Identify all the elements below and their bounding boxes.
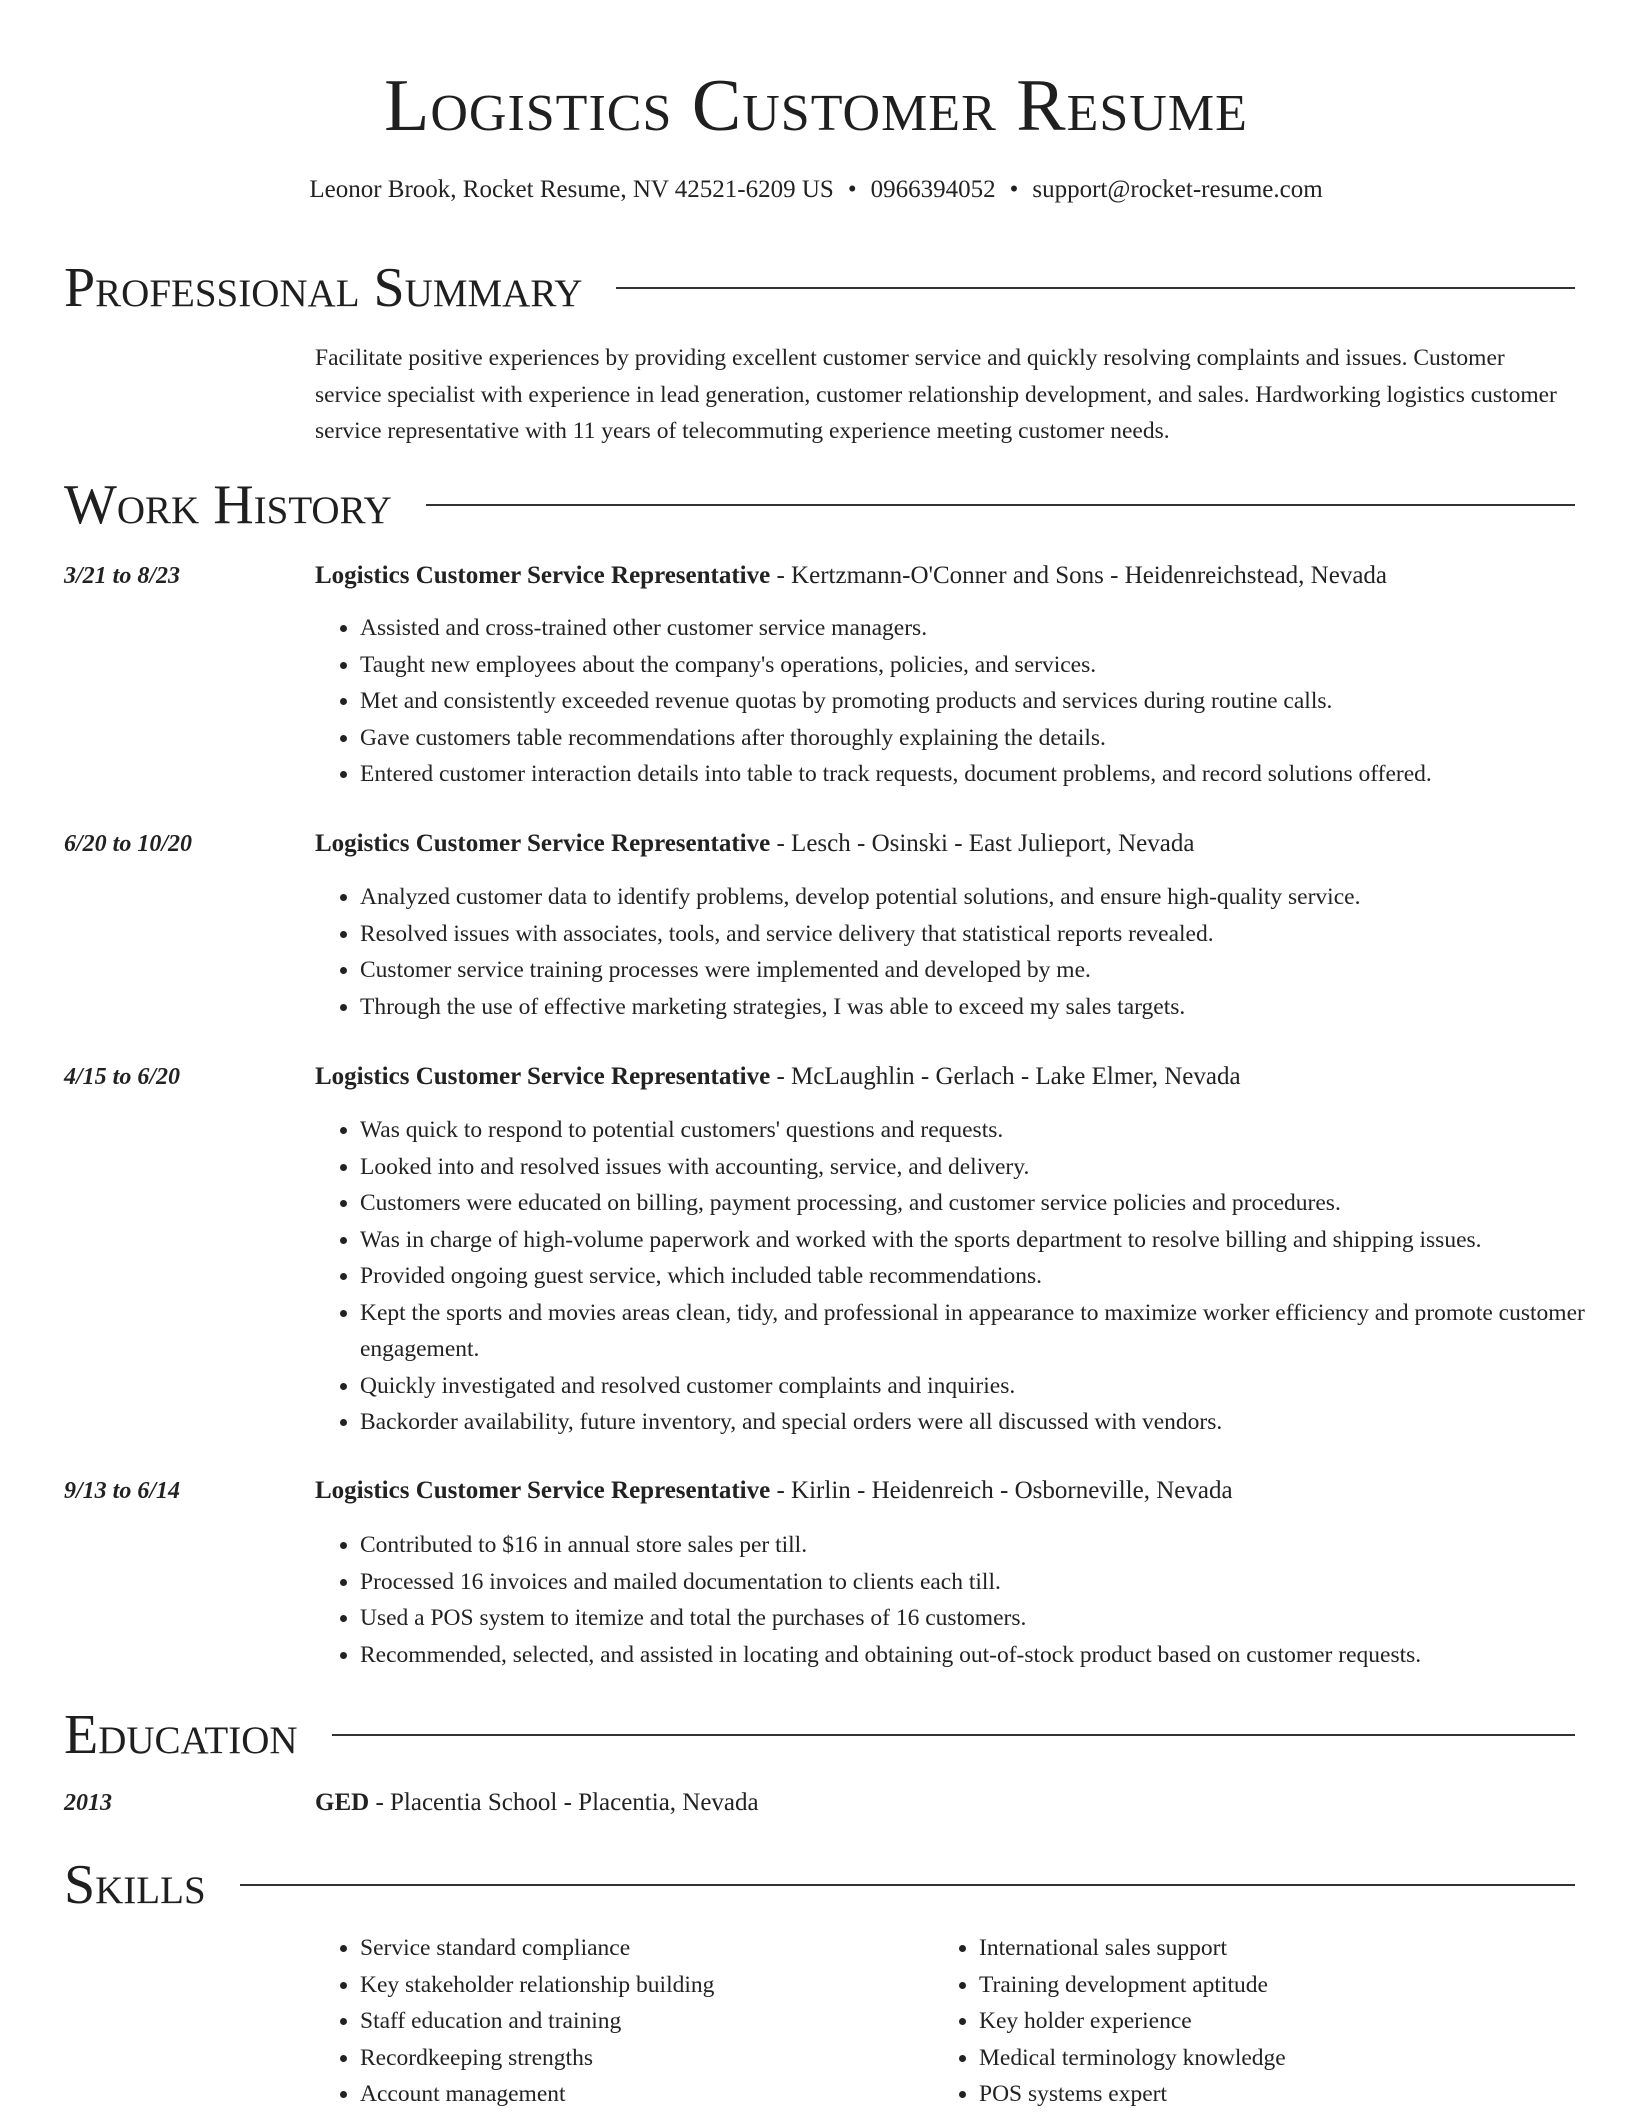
- list-item: • Customers were educated on billing, payment processing, and customer service policies and procedures.: [360, 1185, 1622, 1222]
- contact-separator: •: [1009, 176, 1019, 203]
- job-dates: 9/13 to 6/14: [64, 1478, 181, 1504]
- education-heading: Education: [64, 1704, 298, 1766]
- job-dates: 3/21 to 8/23: [64, 563, 181, 589]
- list-item: • Key stakeholder relationship building: [360, 1967, 714, 2004]
- contact-email: support@rocket-resume.com: [1032, 176, 1323, 203]
- job-employer: - Kirlin - Heidenreich - Osborneville, Nevada: [770, 1477, 1233, 1504]
- skills-list: [315, 1930, 1577, 2112]
- section-divider: [616, 287, 1575, 289]
- section-divider: [240, 1884, 1575, 1886]
- education-year: 2013: [64, 1790, 112, 1816]
- job-heading: [315, 1473, 1577, 1509]
- list-item: • POS systems expert: [979, 2076, 1286, 2112]
- summary-heading: Professional Summary: [64, 257, 583, 319]
- list-item: • Quickly investigated and resolved customer complaints and inquiries.: [360, 1368, 1622, 1405]
- education-section-heading: [64, 1700, 1575, 1770]
- skills-column-right: [934, 1930, 1286, 2112]
- list-item: • Resolved issues with associates, tools, and service delivery that statistical reports revealed.: [360, 916, 1622, 953]
- job-title: Logistics Customer Service Representative: [315, 562, 771, 589]
- list-item: • Key holder experience: [979, 2003, 1286, 2040]
- list-item: • International sales support: [979, 1930, 1286, 1967]
- education-school: - Placentia School - Placentia, Nevada: [369, 1789, 759, 1816]
- job-heading: [315, 826, 1577, 862]
- list-item: • Recommended, selected, and assisted in locating and obtaining out-of-stock product based on customer requests.: [360, 1637, 1622, 1674]
- job-bullets: [315, 1527, 1622, 1673]
- skills-section-heading: [64, 1850, 1575, 1920]
- list-item: • Medical terminology knowledge: [979, 2040, 1286, 2077]
- contact-address: Leonor Brook, Rocket Resume, NV 42521-6209 US: [309, 176, 834, 203]
- list-item: • Met and consistently exceeded revenue quotas by promoting products and services during routine calls.: [360, 683, 1622, 720]
- list-item: • Looked into and resolved issues with accounting, service, and delivery.: [360, 1149, 1622, 1186]
- list-item: • Through the use of effective marketing strategies, I was able to exceed my sales targets.: [360, 989, 1622, 1026]
- summary-text: Facilitate positive experiences by providing excellent customer service and quickly resolving complaints and issues. Customer service specialist with experience in lead generation, customer relationship development, and sales. Hardworking logistics customer service representative with 11 years of telecommuting experience meeting customer needs.: [315, 345, 1557, 444]
- job-bullets: [315, 879, 1622, 1025]
- list-item: • Service standard compliance: [360, 1930, 714, 1967]
- resume-title: Logistics Customer Resume: [384, 65, 1248, 147]
- education-degree: GED: [315, 1789, 370, 1816]
- list-item: • Customer service training processes were implemented and developed by me.: [360, 952, 1622, 989]
- job-employer: - Lesch - Osinski - East Julieport, Nevada: [770, 830, 1195, 857]
- section-divider: [332, 1734, 1575, 1736]
- job-employer: - Kertzmann-O'Conner and Sons - Heidenreichstead, Nevada: [770, 562, 1388, 589]
- summary-section-heading: [64, 253, 1575, 323]
- list-item: • Training development aptitude: [979, 1967, 1286, 2004]
- job-bullets: [315, 610, 1622, 793]
- list-item: • Contributed to $16 in annual store sales per till.: [360, 1527, 1622, 1564]
- list-item: • Analyzed customer data to identify problems, develop potential solutions, and ensure high-quality service.: [360, 879, 1622, 916]
- list-item: • Was quick to respond to potential customers' questions and requests.: [360, 1112, 1622, 1149]
- job-heading: [315, 558, 1577, 594]
- list-item: • Kept the sports and movies areas clean, tidy, and professional in appearance to maximize worker efficiency and promote customer engagement.: [360, 1295, 1622, 1368]
- list-item: • Staff education and training: [360, 2003, 714, 2040]
- job-title: Logistics Customer Service Representative: [315, 830, 771, 857]
- list-item: • Provided ongoing guest service, which included table recommendations.: [360, 1258, 1622, 1295]
- job-heading: [315, 1059, 1577, 1095]
- list-item: • Processed 16 invoices and mailed documentation to clients each till.: [360, 1564, 1622, 1601]
- list-item: • Was in charge of high-volume paperwork and worked with the sports department to resolve billing and shipping issues.: [360, 1222, 1622, 1259]
- job-dates: 6/20 to 10/20: [64, 831, 193, 857]
- contact-phone: 0966394052: [870, 176, 996, 203]
- work-section-heading: [64, 470, 1575, 540]
- job-title: Logistics Customer Service Representative: [315, 1063, 771, 1090]
- skills-heading: Skills: [64, 1854, 206, 1916]
- contact-separator: •: [847, 176, 857, 203]
- list-item: • Gave customers table recommendations after thoroughly explaining the details.: [360, 720, 1622, 757]
- section-divider: [426, 504, 1575, 506]
- skills-column-left: [315, 1930, 714, 2112]
- list-item: • Taught new employees about the company's operations, policies, and services.: [360, 647, 1622, 684]
- list-item: • Used a POS system to itemize and total the purchases of 16 customers.: [360, 1600, 1622, 1637]
- job-employer: - McLaughlin - Gerlach - Lake Elmer, Nevada: [770, 1063, 1241, 1090]
- list-item: • Account management: [360, 2076, 714, 2112]
- job-dates: 4/15 to 6/20: [64, 1064, 181, 1090]
- education-entry: [315, 1785, 1577, 1821]
- contact-line: [0, 172, 1632, 208]
- list-item: • Recordkeeping strengths: [360, 2040, 714, 2077]
- list-item: • Entered customer interaction details into table to track requests, document problems, and record solutions offered.: [360, 756, 1622, 793]
- job-bullets: [315, 1112, 1622, 1441]
- list-item: • Assisted and cross-trained other customer service managers.: [360, 610, 1622, 647]
- job-title: Logistics Customer Service Representative: [315, 1477, 771, 1504]
- list-item: • Backorder availability, future inventory, and special orders were all discussed with vendors.: [360, 1404, 1622, 1441]
- work-heading: Work History: [64, 474, 392, 536]
